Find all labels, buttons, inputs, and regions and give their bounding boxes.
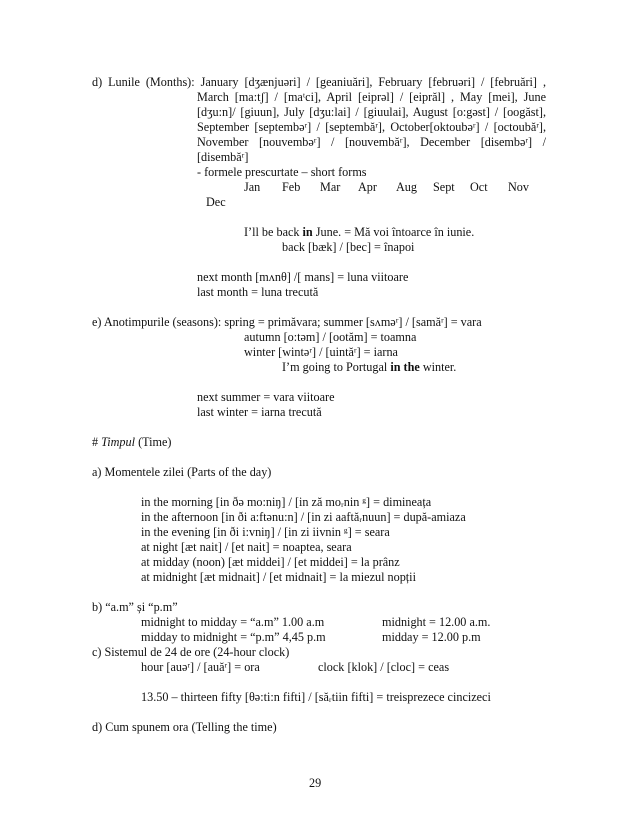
months-line-2: March [ma:tʃ] / [maᵗci], April [eiprəl] / [eiprăl] , May [mei], June xyxy=(197,90,546,104)
ampm-row-2-right: midday = 12.00 p.m xyxy=(382,630,481,644)
short-form-apr: Apr xyxy=(358,180,377,194)
short-form-oct: Oct xyxy=(470,180,488,194)
ampm-row-1-right: midnight = 12.00 a.m. xyxy=(382,615,491,629)
ampm-heading: b) “a.m” și “p.m” xyxy=(92,600,178,614)
section-title-time: # Timpul (Time) xyxy=(92,435,172,449)
short-form-aug: Aug xyxy=(396,180,417,194)
part-evening: in the evening [in ði i:vniŋ] / [in zi iivnin ᵍ] = seara xyxy=(141,525,390,539)
part-midnight: at midnight [æt midnait] / [et midnait] = la miezul nopții xyxy=(141,570,416,584)
next-month: next month [mʌnθ] /[ mans] = luna viitoare xyxy=(197,270,409,284)
clock24-example: 13.50 – thirteen fifty [θə:ti:n fifti] / [săᵣtiin fifti] = treisprezece cincizeci xyxy=(141,690,491,704)
telling-time-heading: d) Cum spunem ora (Telling the time) xyxy=(92,720,277,734)
short-form-mar: Mar xyxy=(320,180,341,194)
last-month: last month = luna trecută xyxy=(197,285,319,299)
months-line-4: September [septembəʳ] / [septembăʳ], October[oktoubəʳ] / [octoubăʳ], xyxy=(197,120,546,134)
seasons-line-1: e) Anotimpurile (seasons): spring = primăvara; summer [sʌməʳ] / [samăʳ] = vara xyxy=(92,315,482,329)
part-morning: in the morning [in ðə mo:niŋ] / [in ză moᵣnin ᵍ] = dimineața xyxy=(141,495,432,509)
clock24-heading: c) Sistemul de 24 de ore (24-hour clock) xyxy=(92,645,290,659)
page-number: 29 xyxy=(309,776,322,790)
next-summer: next summer = vara viitoare xyxy=(197,390,335,404)
part-midday: at midday (noon) [æt middei] / [et middei] = la prânz xyxy=(141,555,400,569)
clock24-hour: hour [auəʳ] / [auăʳ] = ora xyxy=(141,660,260,674)
short-forms-intro: - formele prescurtate – short forms xyxy=(197,165,367,179)
example-portugal: I’m going to Portugal in the winter. xyxy=(282,360,457,374)
parts-of-day-heading: a) Momentele zilei (Parts of the day) xyxy=(92,465,272,479)
ampm-row-1-left: midnight to midday = “a.m” 1.00 a.m xyxy=(141,615,325,629)
short-form-sept: Sept xyxy=(433,180,455,194)
short-form-nov: Nov xyxy=(508,180,529,194)
clock24-clock: clock [klok] / [cloc] = ceas xyxy=(318,660,450,674)
months-line-1: d) Lunile (Months): January [dʒænjuəri] / [geaniuări], February [februəri] / [februări] , xyxy=(92,75,546,89)
part-afternoon: in the afternoon [in ði a:ftənu:n] / [in zi aaftăᵣnuun] = după-amiaza xyxy=(141,510,466,524)
last-winter: last winter = iarna trecută xyxy=(197,405,322,419)
months-line-3: [dʒu:n]/ [giuun], July [dʒu:lai] / [giuulai], August [o:gəst] / [oogăst], xyxy=(197,105,546,119)
season-autumn: autumn [o:təm] / [ootăm] = toamna xyxy=(244,330,417,344)
example-back-in-june: I’ll be back in June. = Mă voi întoarce în iunie. xyxy=(244,225,475,239)
short-form-jan: Jan xyxy=(244,180,261,194)
back-translation: back [bæk] / [bec] = înapoi xyxy=(282,240,415,254)
short-form-feb: Feb xyxy=(282,180,301,194)
part-night: at night [æt nait] / [et nait] = noaptea, seara xyxy=(141,540,352,554)
months-line-5: November [nouvembəʳ] / [nouvembăʳ], December [disembəʳ] / xyxy=(197,135,546,149)
season-winter: winter [wintəʳ] / [uintăʳ] = iarna xyxy=(244,345,398,359)
ampm-row-2-left: midday to midnight = “p.m” 4,45 p.m xyxy=(141,630,326,644)
months-line-6: [disembăʳ] xyxy=(197,150,249,164)
short-form-dec: Dec xyxy=(206,195,226,209)
